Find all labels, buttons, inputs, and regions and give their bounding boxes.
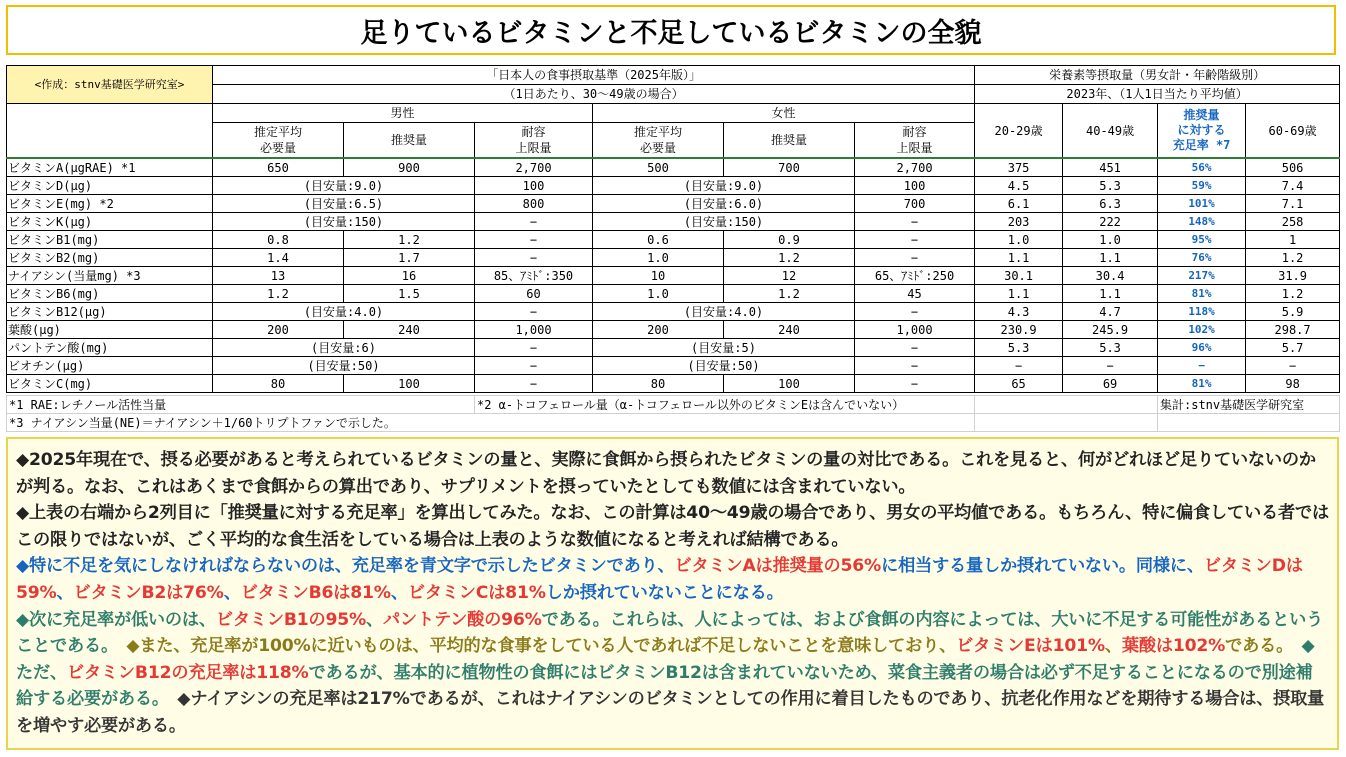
intake-20s: 1.1 — [975, 285, 1063, 303]
sufficiency-ratio: 118% — [1158, 303, 1246, 321]
vitamin-name: ビタミンB6(mg) — [7, 285, 213, 303]
table-row — [7, 249, 1340, 267]
sufficiency-ratio: 101% — [1158, 195, 1246, 213]
comment-para-4: ◆次に充足率が低いのは、ビタミンB1の95%、パントテン酸の96%である。これらは、人によっては、および食餌の内容によっては、大いに不足する可能性があるということである。 ◆また、充足率が100%に近いものは、平均的な食事をしている人であれば不足しないことを意味しており、ビタミンEは101%、葉酸は102%である。 ◆ただ、ビタミンB12の充足率は118%であるが、基本的に植物性の食餌にはビタミンB12は含まれていないため、菜食主義者の場合は必ず不足することになるので別途補給する必要がある。 ◆ナイアシンの充足率は217%であるが、これはナイアシンのビタミンとしての作用に着目したものであり、抗老化作用などを期待する場合は、摂取量を増やす必要がある。 — [16, 609, 1325, 736]
vitamin-name: ビタミンB2(mg) — [7, 249, 213, 267]
sufficiency-ratio: 102% — [1158, 321, 1246, 339]
standard-header: 「日本人の食事摂取基準（2025年版）」 — [213, 66, 975, 85]
male-ear: 0.8 — [213, 231, 344, 249]
male-ul-header: 耐容 上限量 — [475, 123, 593, 159]
table-row — [7, 267, 1340, 285]
male-ear: 13 — [213, 267, 344, 285]
female-ul: − — [855, 375, 975, 393]
sufficiency-ratio: 81% — [1158, 375, 1246, 393]
intake-20s: 4.3 — [975, 303, 1063, 321]
female-rda: 240 — [724, 321, 855, 339]
female-rda: 1.2 — [724, 249, 855, 267]
male-adequate-intake: (目安量:6) — [213, 339, 475, 357]
intake-60s: 1 — [1246, 231, 1340, 249]
age-60-header: 60-69歳 — [1246, 104, 1340, 159]
male-ear-header: 推定平均 必要量 — [213, 123, 344, 159]
intake-60s: − — [1246, 357, 1340, 375]
table-row — [7, 213, 1340, 231]
male-rda: 1.2 — [344, 231, 475, 249]
commentary-box — [6, 437, 1339, 750]
female-ul-header: 耐容 上限量 — [855, 123, 975, 159]
female-adequate-intake: (目安量:4.0) — [593, 303, 855, 321]
male-ear: 1.2 — [213, 285, 344, 303]
male-rda: 900 — [344, 158, 475, 177]
male-rda: 16 — [344, 267, 475, 285]
intake-40s: 69 — [1063, 375, 1158, 393]
intake-20s: 5.3 — [975, 339, 1063, 357]
female-ear-header: 推定平均 必要量 — [593, 123, 724, 159]
note-3: *3 ナイアシン当量(NE)＝ナイアシン＋1/60トリプトファンで示した。 — [7, 414, 975, 432]
table-row — [7, 303, 1340, 321]
female-ul: − — [855, 339, 975, 357]
female-ul: 65、ｱﾐﾄﾞ:250 — [855, 267, 975, 285]
age-20-header: 20-29歳 — [975, 104, 1063, 159]
vitamin-name: ビタミンK(μg) — [7, 213, 213, 231]
sufficiency-ratio: − — [1158, 357, 1246, 375]
vitamin-name: ビタミンB1(mg) — [7, 231, 213, 249]
female-ul: 45 — [855, 285, 975, 303]
credit-label: <作成：stnv基礎医学研究室> — [7, 66, 213, 104]
intake-60s: 7.1 — [1246, 195, 1340, 213]
sufficiency-ratio: 148% — [1158, 213, 1246, 231]
male-ul: − — [475, 375, 593, 393]
intake-40s: 451 — [1063, 158, 1158, 177]
note-2: *2 α-トコフェロール量（α-トコフェロール以外のビタミンEは含んでいない） — [475, 396, 975, 414]
intake-20s: 230.9 — [975, 321, 1063, 339]
vitamin-name: ビタミンB12(μg) — [7, 303, 213, 321]
female-ul: 100 — [855, 177, 975, 195]
female-ear: 80 — [593, 375, 724, 393]
female-adequate-intake: (目安量:150) — [593, 213, 855, 231]
male-ul: 800 — [475, 195, 593, 213]
table-row — [7, 158, 1340, 177]
female-header: 女性 — [593, 104, 975, 123]
notes-container — [6, 395, 1339, 432]
intake-40s: 6.3 — [1063, 195, 1158, 213]
male-ear: 80 — [213, 375, 344, 393]
sufficiency-ratio: 59% — [1158, 177, 1246, 195]
intake-60s: 98 — [1246, 375, 1340, 393]
vitamin-name: パントテン酸(mg) — [7, 339, 213, 357]
sufficiency-ratio: 217% — [1158, 267, 1246, 285]
intake-40s: − — [1063, 357, 1158, 375]
table-row — [7, 375, 1340, 393]
male-rda: 1.7 — [344, 249, 475, 267]
sufficiency-ratio: 96% — [1158, 339, 1246, 357]
male-ul: 100 — [475, 177, 593, 195]
intake-20s: 1.1 — [975, 249, 1063, 267]
sufficiency-ratio: 56% — [1158, 158, 1246, 177]
intake-40s: 5.3 — [1063, 177, 1158, 195]
intake-40s: 1.1 — [1063, 285, 1158, 303]
male-header: 男性 — [213, 104, 593, 123]
intake-20s: 203 — [975, 213, 1063, 231]
male-ul: 60 — [475, 285, 593, 303]
male-rda: 100 — [344, 375, 475, 393]
table-row — [7, 339, 1340, 357]
male-rda: 1.5 — [344, 285, 475, 303]
intake-20s: − — [975, 357, 1063, 375]
female-adequate-intake: (目安量:50) — [593, 357, 855, 375]
sufficiency-ratio: 76% — [1158, 249, 1246, 267]
female-ul: − — [855, 249, 975, 267]
male-adequate-intake: (目安量:150) — [213, 213, 475, 231]
table-row — [7, 231, 1340, 249]
vitamin-name: ビタミンE(mg) *2 — [7, 195, 213, 213]
female-rda: 1.2 — [724, 285, 855, 303]
intake-20s: 1.0 — [975, 231, 1063, 249]
male-ul: − — [475, 213, 593, 231]
male-rda-header: 推奨量 — [344, 123, 475, 159]
table-row — [7, 177, 1340, 195]
intake-subheader: 2023年、（1人1日当たり平均値） — [975, 85, 1340, 104]
note-1: *1 RAE:レチノール活性当量 — [7, 396, 475, 414]
vitamin-name: ビタミンA(μgRAE) *1 — [7, 158, 213, 177]
female-ul: − — [855, 213, 975, 231]
male-ul: 2,700 — [475, 158, 593, 177]
intake-header: 栄養素等摂取量（男女計・年齢階級別） — [975, 66, 1340, 85]
female-rda: 12 — [724, 267, 855, 285]
female-ul: − — [855, 357, 975, 375]
female-rda: 100 — [724, 375, 855, 393]
female-adequate-intake: (目安量:6.0) — [593, 195, 855, 213]
age-40-header: 40-49歳 — [1063, 104, 1158, 159]
sufficiency-ratio: 95% — [1158, 231, 1246, 249]
intake-60s: 5.9 — [1246, 303, 1340, 321]
intake-40s: 30.4 — [1063, 267, 1158, 285]
male-ul: 1,000 — [475, 321, 593, 339]
intake-60s: 7.4 — [1246, 177, 1340, 195]
sufficiency-ratio: 81% — [1158, 285, 1246, 303]
intake-20s: 375 — [975, 158, 1063, 177]
vitamin-name: 葉酸(μg) — [7, 321, 213, 339]
standard-subheader: （1日あたり、30〜49歳の場合） — [213, 85, 975, 104]
comment-para-2: ◆上表の右端から2列目に「推奨量に対する充足率」を算出してみた。なお、この計算は40〜49歳の場合であり、男女の平均値である。もちろん、特に偏食している者ではこの限りではないが、ごく平均的な食生活をしている場合は上表のような数値になると考えれば結構である。 — [16, 503, 1329, 550]
female-adequate-intake: (目安量:9.0) — [593, 177, 855, 195]
intake-60s: 298.7 — [1246, 321, 1340, 339]
intake-40s: 1.0 — [1063, 231, 1158, 249]
female-ear: 200 — [593, 321, 724, 339]
intake-40s: 5.3 — [1063, 339, 1158, 357]
vitamin-name: ビオチン(μg) — [7, 357, 213, 375]
intake-60s: 1.2 — [1246, 249, 1340, 267]
vitamin-rows — [7, 158, 1340, 393]
male-adequate-intake: (目安量:50) — [213, 357, 475, 375]
male-ear: 650 — [213, 158, 344, 177]
intake-60s: 1.2 — [1246, 285, 1340, 303]
table-row — [7, 357, 1340, 375]
vitamin-name: ビタミンC(mg) — [7, 375, 213, 393]
tally-credit: 集計:stnv基礎医学研究室 — [1158, 396, 1340, 414]
vitamin-name: ビタミンD(μg) — [7, 177, 213, 195]
female-ul: 1,000 — [855, 321, 975, 339]
male-adequate-intake: (目安量:9.0) — [213, 177, 475, 195]
male-ear: 1.4 — [213, 249, 344, 267]
female-rda-header: 推奨量 — [724, 123, 855, 159]
intake-60s: 31.9 — [1246, 267, 1340, 285]
female-rda: 700 — [724, 158, 855, 177]
male-ul: − — [475, 231, 593, 249]
female-rda: 0.9 — [724, 231, 855, 249]
female-ear: 1.0 — [593, 249, 724, 267]
male-adequate-intake: (目安量:6.5) — [213, 195, 475, 213]
male-ul: − — [475, 249, 593, 267]
intake-20s: 4.5 — [975, 177, 1063, 195]
female-ear: 0.6 — [593, 231, 724, 249]
intake-60s: 506 — [1246, 158, 1340, 177]
male-ear: 200 — [213, 321, 344, 339]
intake-20s: 6.1 — [975, 195, 1063, 213]
page-title: 足りているビタミンと不足しているビタミンの全貌 — [6, 5, 1336, 55]
female-ear: 1.0 — [593, 285, 724, 303]
intake-40s: 4.7 — [1063, 303, 1158, 321]
notes-table — [6, 395, 1340, 432]
vitamin-table-container — [6, 65, 1339, 393]
female-ul: − — [855, 303, 975, 321]
comment-para-1: ◆2025年現在で、摂る必要があると考えられているビタミンの量と、実際に食餌から摂られたビタミンの量の対比である。これを見ると、何がどれほど足りていないのかが判る。なお、これはあくまで食餌からの算出であり、サプリメントを摂っていたとしても数値には含まれていない。 — [16, 450, 1316, 497]
vitamin-table — [6, 65, 1340, 393]
intake-20s: 30.1 — [975, 267, 1063, 285]
intake-40s: 222 — [1063, 213, 1158, 231]
intake-20s: 65 — [975, 375, 1063, 393]
intake-40s: 245.9 — [1063, 321, 1158, 339]
female-ul: − — [855, 231, 975, 249]
male-adequate-intake: (目安量:4.0) — [213, 303, 475, 321]
male-ul: − — [475, 339, 593, 357]
corner-cell — [7, 104, 213, 159]
female-ul: 2,700 — [855, 158, 975, 177]
intake-60s: 258 — [1246, 213, 1340, 231]
male-ul: 85、ｱﾐﾄﾞ:350 — [475, 267, 593, 285]
table-row — [7, 195, 1340, 213]
table-row — [7, 285, 1340, 303]
table-row — [7, 321, 1340, 339]
ratio-header: 推奨量 に対する 充足率 *7 — [1158, 104, 1246, 159]
male-rda: 240 — [344, 321, 475, 339]
vitamin-name: ナイアシン(当量mg) *3 — [7, 267, 213, 285]
female-ear: 10 — [593, 267, 724, 285]
intake-40s: 1.1 — [1063, 249, 1158, 267]
intake-60s: 5.7 — [1246, 339, 1340, 357]
female-ear: 500 — [593, 158, 724, 177]
male-ul: − — [475, 303, 593, 321]
female-ul: 700 — [855, 195, 975, 213]
comment-para-3: ◆特に不足を気にしなければならないのは、充足率を青文字で示したビタミンであり、ビタミンAは推奨量の56%に相当する量しか摂れていない。同様に、ビタミンDは59%、ビタミンB2は76%、ビタミンB6は81%、ビタミンCは81%しか摂れていないことになる。 — [16, 556, 1303, 603]
male-ul: − — [475, 357, 593, 375]
female-adequate-intake: (目安量:5) — [593, 339, 855, 357]
